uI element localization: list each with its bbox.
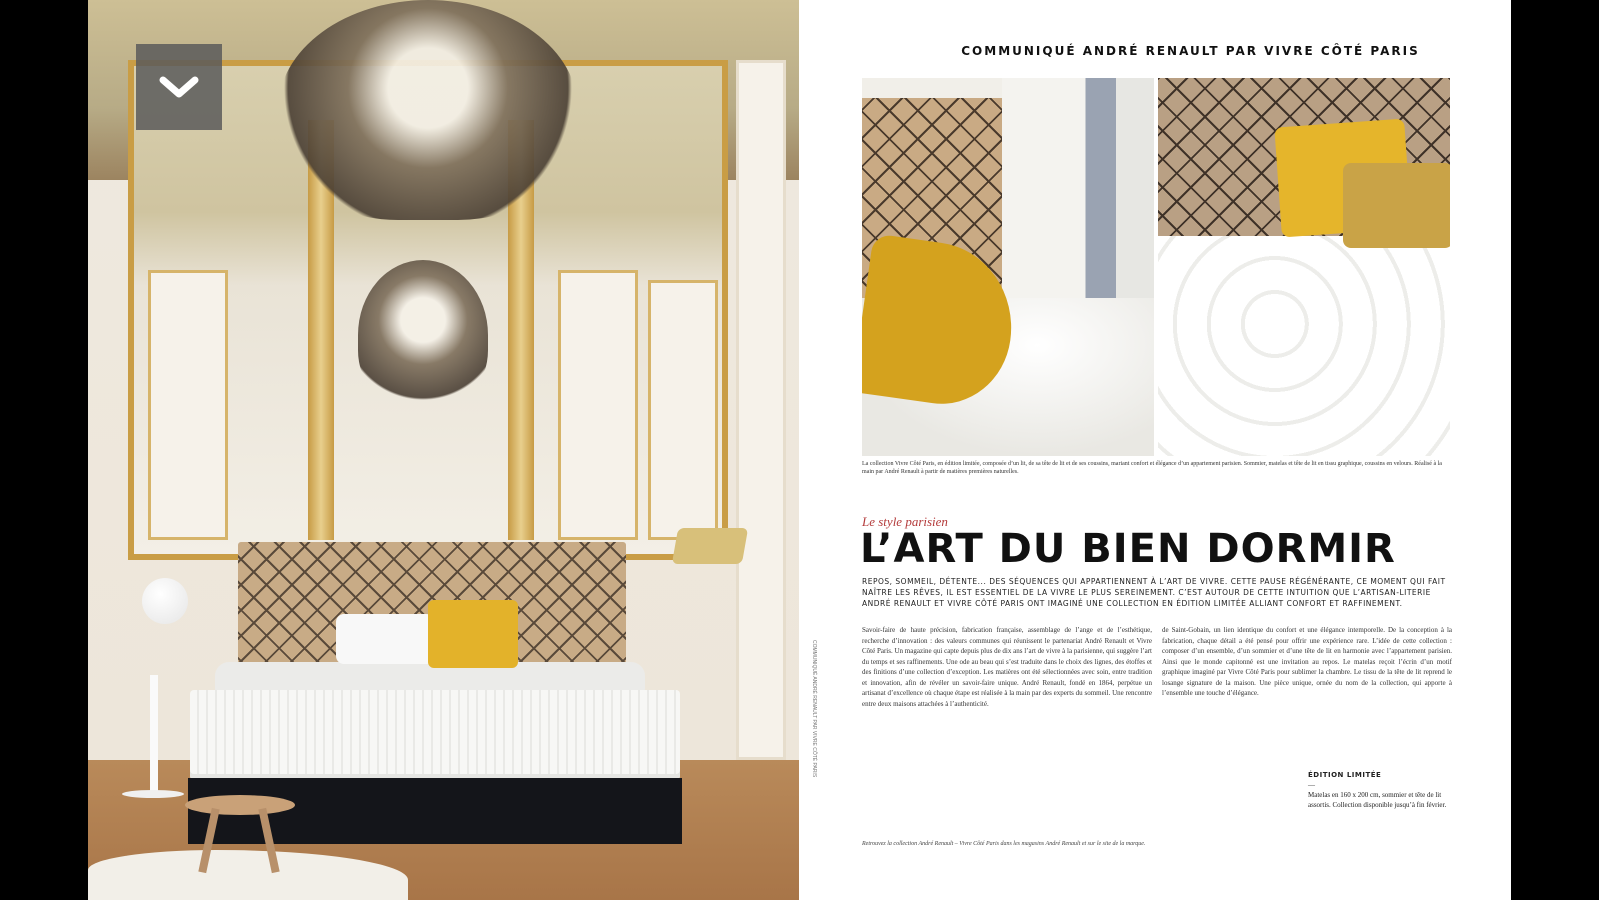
side-table-base [122, 790, 184, 798]
edition-heading: ÉDITION LIMITÉE [1308, 771, 1382, 779]
photo-credit: COMMUNIQUÉ ANDRÉ RENAULT PAR VIVRE CÔTÉ PARIS [811, 640, 817, 778]
chandelier-reflection [358, 260, 488, 410]
photo-caption: La collection Vivre Côté Paris, en édition limitée, composée d’un lit, de sa tête de lit et de ses coussins, mariant confort et élégance d’un appartement parisien. Sommier, matelas et tête de lit en tissu graphique, coussins en velours. Réalisé à la main par André Renault à partir de matières premières naturelles. [862, 461, 1442, 475]
white-pillow [336, 614, 434, 664]
mattress [190, 690, 680, 780]
article-standfirst: REPOS, SOMMEIL, DÉTENTE... DES SÉQUENCES QUI APPARTIENNENT À L’ART DE VIVRE. CETTE PAUSE RÉGÉNÉRANTE, CE MOMENT QUI FAIT NAÎTRE LES RÊVES, IL EST ESSENTIEL DE LA VIVRE LE PLUS SEREINEMENT. C’EST AUTOUR DE CETTE INTUITION QUE L’ARTISAN-LITERIE ANDRÉ RENAULT ET VIVRE CÔTÉ PARIS ONT IMAGINÉ UNE COLLECTION EN ÉDITION LIMITÉE ALLIANT CONFORT ET RAFFINEMENT. [862, 577, 1446, 608]
wall-panel [648, 280, 718, 540]
bed-detail-photo-right [1158, 78, 1450, 456]
side-table [150, 675, 158, 795]
chandelier [278, 0, 578, 220]
gold-cushion [1343, 163, 1450, 248]
collapse-button[interactable] [136, 44, 222, 130]
wall-panel [148, 270, 228, 540]
edition-box [1308, 770, 1458, 810]
floor-lamp [672, 528, 748, 564]
wooden-stool [185, 795, 295, 815]
article-page [800, 0, 1511, 900]
bed-detail-photo-left [862, 78, 1154, 456]
edition-text: Matelas en 160 x 200 cm, sommier et tête de lit assortis. Collection disponible jusqu’à fin février. [1308, 791, 1447, 809]
article-rubric: Le style parisien [862, 514, 948, 529]
body-column-2: de Saint-Gobain, un lien identique du confort et une élégance intemporelle. De la conception à la fabrication, chaque détail a été pensé pour offrir une expérience rare. L’idée de cette collection : composer d’un ensemble, d’un sommier et d’une tête de lit en harmonie avec l’appartement parisien. Ainsi que le monde capitonné est une invitation au repos. Le matelas reçoit l’écrin d’un motif graphique imaginé par Vivre Côté Paris pour sublimer la chambre. Le tissu de la tête de lit reprend le losange signature de la maison. Une pièce unique, ornée du nom de la collection, qui apporte à l’ensemble une touche d’élégance. [1162, 626, 1452, 697]
chevron-down-icon [157, 72, 201, 102]
body-column-1: Savoir-faire de haute précision, fabrication française, assemblage de l’ange et de l’esthétique, recherche d’innovation : des valeurs communes qui réunissent le partenariat André Renault et Vivre Côté Paris. Un magazine qui capte depuis plus de dix ans l’art de vivre à la parisienne, qui suggère l’art du temps et ses raffinements. Une ode au beau qui s’est traduite dans le choix des lignes, des étoffes et des finitions d’une collection d’exception. Les matières ont été sélectionnées avec soin, entre tradition et innovation, afin de révéler un savoir-faire unique. André Renault, fondé en 1864, perpétue un artisanat d’excellence où chaque étape est réalisée à la main par des experts du sommeil. Une rencontre entre deux maisons attachées à l’authenticité. [862, 626, 1152, 708]
article-footnote: Retrouvez la collection André Renault – Vivre Côté Paris dans les magasins André Renault et sur le site de la marque. [862, 841, 1146, 847]
quilted-mattress [1158, 236, 1450, 456]
wall-panel [736, 60, 786, 760]
article-headline: L’ART DU BIEN DORMIR [860, 526, 1396, 572]
article-kicker: COMMUNIQUÉ ANDRÉ RENAULT PAR VIVRE CÔTÉ PARIS [961, 44, 1420, 58]
wall-panel [558, 270, 638, 540]
globe-lamp [142, 578, 188, 624]
mustard-cushion [428, 600, 518, 668]
edition-divider: — [1308, 781, 1315, 789]
window [1002, 78, 1154, 308]
